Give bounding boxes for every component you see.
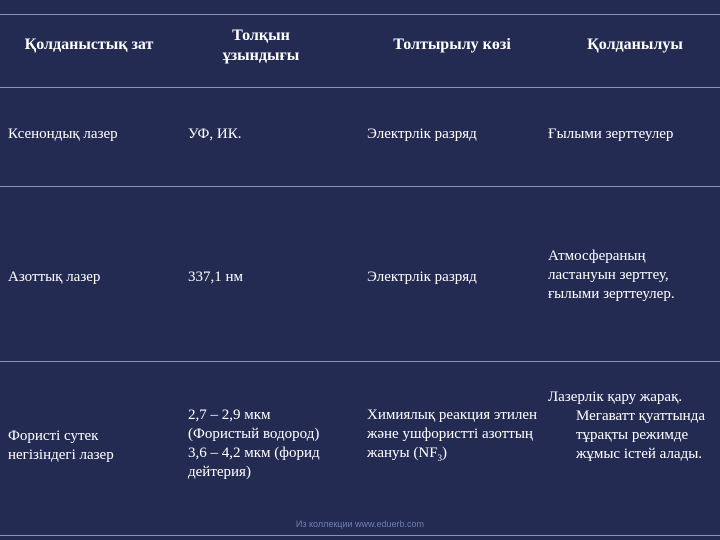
- header-usage: Қолданылуы: [587, 36, 683, 53]
- row1-substance: Ксенондық лазер: [8, 126, 118, 142]
- header-source: Толтырылу көзі: [393, 36, 511, 53]
- row3-wavelength-line1: 2,7 – 2,9 мкм: [188, 407, 271, 423]
- table-top-border: [0, 14, 720, 15]
- row2-source: Электрлік разряд: [367, 269, 477, 285]
- row2-usage: Атмосфераның ластануын зерттеу, ғылыми зерттеулер.: [548, 248, 675, 302]
- row3-usage-line2: Мегаватт қуаттында тұрақты режимде жұмыс істей алады.: [576, 408, 705, 462]
- row3-substance: Фористі сутек негізіндегі лазер: [8, 428, 114, 463]
- row3-source-subscript: 3: [437, 453, 443, 463]
- row2-substance: Азоттық лазер: [8, 269, 101, 285]
- row3-source-text: Химиялық реакция этилен және ушфористті азоттың жануы (NF: [367, 407, 538, 461]
- row-divider: [0, 361, 720, 362]
- row3-usage-line1: Лазерлік қару жарақ.: [548, 389, 683, 405]
- row1-usage: Ғылыми зерттеулер: [548, 126, 674, 142]
- row3-wavelength-line3: 3,6 – 4,2 мкм (форид дейтерия): [188, 445, 320, 480]
- row3-wavelength-line2: (Фористый водород): [188, 426, 320, 442]
- row-divider: [0, 87, 720, 88]
- row-divider: [0, 186, 720, 187]
- watermark: Из коллекции www.eduerb.com: [295, 519, 425, 529]
- table-bottom-border: [0, 535, 720, 536]
- row1-source: Электрлік разряд: [367, 126, 477, 142]
- row3-source-end: ): [442, 445, 448, 461]
- header-wavelength: Толқын ұзындығы: [222, 27, 300, 64]
- header-substance: Қолданыстық зат: [24, 36, 154, 53]
- row3-source: [367, 406, 539, 468]
- row1-wavelength: УФ, ИК.: [188, 126, 242, 142]
- row2-wavelength: 337,1 нм: [188, 269, 244, 285]
- row3-wavelength: [188, 406, 360, 482]
- row3-usage: [548, 388, 713, 464]
